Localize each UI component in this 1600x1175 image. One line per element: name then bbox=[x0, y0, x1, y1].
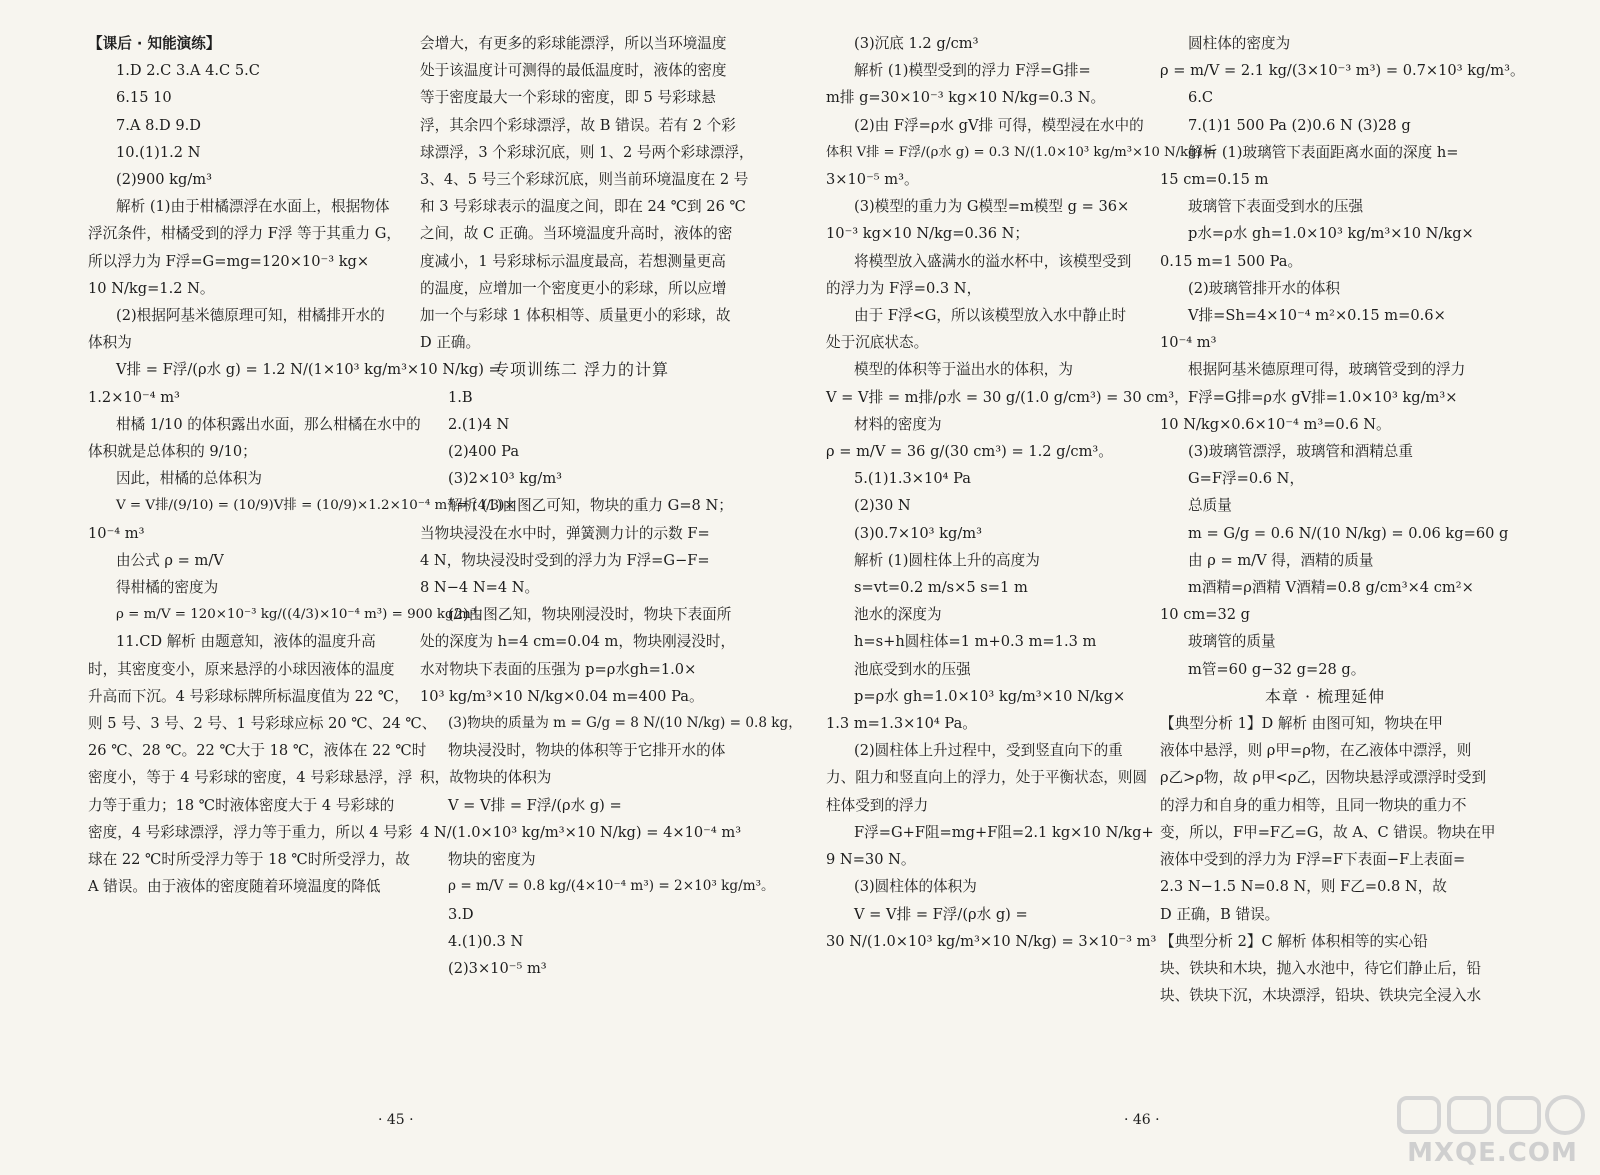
answer-line: 1.B bbox=[448, 388, 473, 406]
formula-line: 4 N/(1.0×10³ kg/m³×10 N/kg) = 4×10⁻⁴ m³ bbox=[420, 823, 742, 841]
text-line: 10⁻⁴ m³ bbox=[88, 524, 145, 542]
text-line: 1.2×10⁻⁴ m³ bbox=[88, 388, 180, 406]
answer-line: 7.(1)1 500 Pa (2)0.6 N (3)28 g bbox=[1188, 116, 1411, 134]
formula-line: V = V排/(9/10) = (10/9)V排 = (10/9)×1.2×10⁻⁴ m³ = (4/3)× bbox=[116, 498, 516, 514]
answer-line: 6.C bbox=[1188, 89, 1214, 107]
text-line: 模型的体积等于溢出水的体积，为 bbox=[854, 361, 1073, 379]
text-line: 得柑橘的密度为 bbox=[116, 579, 219, 597]
text-line: D 正确，B 错误。 bbox=[1160, 905, 1280, 923]
text-line: 10⁻³ kg×10 N/kg=0.36 N； bbox=[826, 225, 1029, 243]
text-line: (2)圆柱体上升过程中，受到竖直向下的重 bbox=[854, 742, 1123, 760]
answer-line: (3)2×10³ kg/m³ bbox=[448, 470, 563, 488]
formula-line: m酒精=ρ酒精 V酒精=0.8 g/cm³×4 cm²× bbox=[1188, 579, 1474, 597]
text-line: (2)根据阿基米德原理可知，柑橘排开水的 bbox=[116, 307, 385, 325]
text-line: 10 cm=32 g bbox=[1160, 606, 1250, 624]
formula-line: V = V排 = F浮/(ρ水 g) = bbox=[854, 905, 1028, 923]
text-line: 浮沉条件，柑橘受到的浮力 F浮 等于其重力 G， bbox=[88, 225, 401, 243]
text-line: 玻璃管的质量 bbox=[1188, 633, 1276, 651]
text-line: 密度小，等于 4 号彩球的密度，4 号彩球悬浮，浮 bbox=[88, 769, 413, 787]
text-line: (2)玻璃管排开水的体积 bbox=[1188, 279, 1341, 297]
answer-line: (2)3×10⁻⁵ m³ bbox=[448, 959, 547, 977]
text-line: 1.3 m=1.3×10⁴ Pa。 bbox=[826, 715, 977, 733]
watermark bbox=[1390, 1092, 1595, 1172]
text-line: 球漂浮，3 个彩球沉底，则 1、2 号两个彩球漂浮， bbox=[420, 143, 754, 161]
text-line: (2)由 F浮=ρ水 gV排 可得，模型浸在水中的 bbox=[854, 116, 1144, 134]
answer-line: (2)900 kg/m³ bbox=[116, 171, 212, 189]
text-line: 玻璃管下表面受到水的压强 bbox=[1188, 198, 1364, 216]
formula-line: m管=60 g−32 g=28 g。 bbox=[1188, 660, 1366, 678]
formula-line: s=vt=0.2 m/s×5 s=1 m bbox=[854, 579, 1028, 597]
answer-line: (3)0.7×10³ kg/m³ bbox=[854, 524, 982, 542]
text-line: A 错误。由于液体的密度随着环境温度的降低 bbox=[88, 878, 381, 896]
text-line: 26 ℃、28 ℃。22 ℃大于 18 ℃，液体在 22 ℃时 bbox=[88, 742, 427, 760]
formula-line: F浮=G+F阻=mg+F阻=2.1 kg×10 N/kg+ bbox=[854, 823, 1154, 841]
answer-line: 6.15 10 bbox=[116, 89, 172, 107]
text-line: (3)模型的重力为 G模型=m模型 g = 36× bbox=[854, 198, 1130, 216]
answer-line: (2)400 Pa bbox=[448, 443, 520, 461]
text-line: 球在 22 ℃时所受浮力等于 18 ℃时所受浮力，故 bbox=[88, 851, 410, 869]
text-line: 总质量 bbox=[1188, 497, 1232, 515]
text-line: (2)由图乙知，物块刚浸没时，物块下表面所 bbox=[448, 606, 732, 624]
text-line: 的浮力和自身的重力相等，且同一物块的重力不 bbox=[1160, 796, 1467, 814]
section-title: 专项训练二 浮力的计算 bbox=[492, 360, 670, 380]
answer-line: 7.A 8.D 9.D bbox=[116, 116, 201, 134]
text-line: 所以浮力为 F浮=G=mg=120×10⁻³ kg× bbox=[88, 252, 370, 270]
formula-line: 体积 V排 = F浮/(ρ水 g) = 0.3 N/(1.0×10³ kg/m³×10 N/kg) = bbox=[826, 144, 1217, 160]
formula-line: p水=ρ水 gh=1.0×10³ kg/m³×10 N/kg× bbox=[1188, 225, 1474, 243]
text-line: 等于密度最大一个彩球的密度，即 5 号彩球悬 bbox=[420, 89, 716, 107]
text-line: 解析 (1)由于柑橘漂浮在水面上，根据物体 bbox=[116, 198, 390, 216]
answer-line: 10.(1)1.2 N bbox=[116, 143, 201, 161]
text-line: 变，所以，F甲=F乙=G，故 A、C 错误。物块在甲 bbox=[1160, 823, 1496, 841]
formula-line: 由公式 ρ = m/V bbox=[116, 551, 224, 569]
text-line: 物块浸没时，物块的体积等于它排开水的体 bbox=[448, 742, 726, 760]
text-line: 解析 (1)模型受到的浮力 F浮=G排= bbox=[854, 62, 1091, 80]
text-line: 将模型放入盛满水的溢水杯中，该模型受到 bbox=[854, 252, 1132, 270]
text-line: 4 N，物块浸没时受到的浮力为 F浮=G−F= bbox=[420, 551, 710, 569]
text-line: 由于 F浮<G，所以该模型放入水中静止时 bbox=[854, 307, 1127, 325]
section-header: 【课后 · 知能演练】 bbox=[88, 35, 221, 52]
text-line: 3×10⁻⁵ m³。 bbox=[826, 171, 919, 189]
formula-line: G=F浮=0.6 N， bbox=[1188, 470, 1305, 488]
formula-line: V排=Sh=4×10⁻⁴ m²×0.15 m=0.6× bbox=[1188, 307, 1446, 325]
formula-line: ρ = m/V = 36 g/(30 cm³) = 1.2 g/cm³。 bbox=[826, 443, 1113, 461]
answer-line: 3.D bbox=[448, 905, 474, 923]
formula-line: ρ = m/V = 120×10⁻³ kg/((4/3)×10⁻⁴ m³) = 900 kg/m³。 bbox=[116, 607, 490, 623]
text-line: 力等于重力；18 ℃时液体密度大于 4 号彩球的 bbox=[88, 796, 395, 814]
text-line: 15 cm=0.15 m bbox=[1160, 171, 1269, 189]
text-line: 时，其密度变小，原来悬浮的小球因液体的温度 bbox=[88, 660, 395, 678]
formula-line: m = G/g = 0.6 N/(10 N/kg) = 0.06 kg=60 g bbox=[1188, 524, 1509, 542]
text-line: 积，故物块的体积为 bbox=[420, 769, 552, 787]
text-line: 的温度，应增加一个密度更小的彩球，所以应增 bbox=[420, 279, 727, 297]
text-line: 由 ρ = m/V 得，酒精的质量 bbox=[1188, 551, 1374, 569]
text-line: 0.15 m=1 500 Pa。 bbox=[1160, 252, 1303, 270]
text-line: 柱体受到的浮力 bbox=[826, 796, 929, 814]
formula-line: 30 N/(1.0×10³ kg/m³×10 N/kg) = 3×10⁻³ m³ bbox=[826, 932, 1157, 950]
text-line: 10⁻⁴ m³ bbox=[1160, 334, 1217, 352]
formula-line: V = V排 = m排/ρ水 = 30 g/(1.0 g/cm³) = 30 cm³， bbox=[826, 388, 1189, 406]
answer-line: 2.(1)4 N bbox=[448, 415, 510, 433]
text-line: 当物块浸没在水中时，弹簧测力计的示数 F= bbox=[420, 524, 710, 542]
text-line: 10³ kg/m³×10 N/kg×0.04 m=400 Pa。 bbox=[420, 687, 704, 705]
text-line: (3)玻璃管漂浮，玻璃管和酒精总重 bbox=[1188, 443, 1413, 461]
formula-line: F浮=G排=ρ水 gV排=1.0×10³ kg/m³× bbox=[1188, 388, 1458, 406]
text-line: 【典型分析 2】C 解析 体积相等的实心铅 bbox=[1160, 932, 1428, 950]
formula-line: (3)物块的质量为 m = G/g = 8 N/(10 N/kg) = 0.8 kg， bbox=[448, 715, 802, 732]
formula-line: p=ρ水 gh=1.0×10³ kg/m³×10 N/kg× bbox=[854, 687, 1126, 705]
text-line: 池底受到水的压强 bbox=[854, 660, 971, 678]
text-line: 液体中受到的浮力为 F浮=F下表面−F上表面= bbox=[1160, 851, 1466, 869]
text-line: 水对物块下表面的压强为 p=ρ水gh=1.0× bbox=[420, 660, 697, 678]
formula-line: V排 = F浮/(ρ水 g) = 1.2 N/(1×10³ kg/m³×10 N/kg) = bbox=[116, 361, 501, 379]
text-line: 柑橘 1/10 的体积露出水面，那么柑橘在水中的 bbox=[116, 415, 421, 433]
watermark-text: MXQE.COM bbox=[1407, 1138, 1578, 1168]
text-line: 和 3 号彩球表示的温度之间，即在 24 ℃到 26 ℃ bbox=[420, 198, 746, 216]
formula-line: ρ = m/V = 2.1 kg/(3×10⁻³ m³) = 0.7×10³ kg/m³。 bbox=[1160, 62, 1525, 80]
text-line: 因此，柑橘的总体积为 bbox=[116, 470, 262, 488]
text-line: 9 N=30 N。 bbox=[826, 851, 916, 869]
text-line: ρ乙>ρ物，故 ρ甲<ρ乙，因物块悬浮或漂浮时受到 bbox=[1160, 769, 1487, 787]
page-number-right: · 46 · bbox=[1124, 1112, 1160, 1128]
text-line: 材料的密度为 bbox=[854, 415, 942, 433]
answer-line: 5.(1)1.3×10⁴ Pa bbox=[854, 470, 971, 488]
column-2 bbox=[420, 30, 802, 982]
text-line: 块、铁块下沉，木块漂浮，铅块、铁块完全浸入水 bbox=[1160, 987, 1482, 1005]
text-line: 液体中悬浮，则 ρ甲=ρ物，在乙液体中漂浮，则 bbox=[1160, 742, 1472, 760]
column-4 bbox=[1160, 30, 1525, 1009]
text-line: 之间，故 C 正确。当环境温度升高时，液体的密 bbox=[420, 225, 733, 243]
page-number-left: · 45 · bbox=[378, 1112, 414, 1128]
text-line: 体积就是总体积的 9/10； bbox=[88, 443, 257, 461]
text-line: m排 g=30×10⁻³ kg×10 N/kg=0.3 N。 bbox=[826, 89, 1106, 107]
formula-line: h=s+h圆柱体=1 m+0.3 m=1.3 m bbox=[854, 633, 1097, 651]
watermark-logo-icon bbox=[1393, 1092, 1593, 1138]
answer-line: 1.D 2.C 3.A 4.C 5.C bbox=[116, 62, 260, 80]
text-line: 浮，其余四个彩球漂浮，故 B 错误。若有 2 个彩 bbox=[420, 116, 736, 134]
text-line: 10 N/kg×0.6×10⁻⁴ m³=0.6 N。 bbox=[1160, 415, 1391, 433]
text-line: 度减小，1 号彩球标示温度最高，若想测量更高 bbox=[420, 252, 726, 270]
text-line: 圆柱体的密度为 bbox=[1188, 35, 1291, 52]
text-line: 则 5 号、3 号、2 号、1 号彩球应标 20 ℃、24 ℃、 bbox=[88, 715, 437, 733]
text-line: 【典型分析 1】D 解析 由图可知，物块在甲 bbox=[1160, 715, 1443, 733]
text-line: D 正确。 bbox=[420, 334, 481, 352]
text-line: 解析 (1)由图乙可知，物块的重力 G=8 N； bbox=[448, 497, 733, 515]
answer-line: 4.(1)0.3 N bbox=[448, 932, 524, 950]
text-line: 池水的深度为 bbox=[854, 606, 942, 624]
text-line: (3)圆柱体的体积为 bbox=[854, 878, 977, 896]
text-line: 力、阻力和竖直向上的浮力，处于平衡状态，则圆 bbox=[826, 769, 1148, 787]
text-line: 的浮力为 F浮=0.3 N， bbox=[826, 279, 982, 297]
text-line: 处于沉底状态。 bbox=[826, 334, 929, 352]
text-line: 物块的密度为 bbox=[448, 851, 536, 869]
text-line: 3、4、5 号三个彩球沉底，则当前环境温度在 2 号 bbox=[420, 171, 749, 189]
text-line: 解析 (1)玻璃管下表面距离水面的深度 h= bbox=[1188, 143, 1459, 161]
text-line: 8 N−4 N=4 N。 bbox=[420, 579, 540, 597]
text-line: 2.3 N−1.5 N=0.8 N，则 F乙=0.8 N，故 bbox=[1160, 878, 1447, 896]
text-line: 块、铁块和木块，抛入水池中，待它们静止后，铅 bbox=[1160, 959, 1482, 977]
text-line: 处的深度为 h=4 cm=0.04 m，物块刚浸没时， bbox=[420, 633, 736, 651]
answer-line: (3)沉底 1.2 g/cm³ bbox=[854, 35, 979, 52]
text-line: 密度，4 号彩球漂浮，浮力等于重力，所以 4 号彩 bbox=[88, 823, 413, 841]
text-line: 处于该温度计可测得的最低温度时，液体的密度 bbox=[420, 62, 727, 80]
section-title: 本章 · 梳理延伸 bbox=[1264, 686, 1386, 706]
text-line: 11.CD 解析 由题意知，液体的温度升高 bbox=[116, 633, 376, 651]
text-line: 体积为 bbox=[88, 334, 132, 352]
text-line: 解析 (1)圆柱体上升的高度为 bbox=[854, 551, 1040, 569]
formula-line: V = V排 = F浮/(ρ水 g) = bbox=[448, 796, 622, 814]
text-line: 加一个与彩球 1 体积相等、质量更小的彩球，故 bbox=[420, 307, 731, 325]
text-line: 升高而下沉。4 号彩球标牌所标温度值为 22 ℃， bbox=[88, 687, 409, 705]
answer-line: (2)30 N bbox=[854, 497, 911, 515]
text-line: 10 N/kg=1.2 N。 bbox=[88, 279, 215, 297]
text-line: 会增大，有更多的彩球能漂浮，所以当环境温度 bbox=[420, 35, 727, 52]
text-line: 根据阿基米德原理可得，玻璃管受到的浮力 bbox=[1188, 361, 1466, 379]
formula-line: ρ = m/V = 0.8 kg/(4×10⁻⁴ m³) = 2×10³ kg/m³。 bbox=[448, 878, 775, 895]
